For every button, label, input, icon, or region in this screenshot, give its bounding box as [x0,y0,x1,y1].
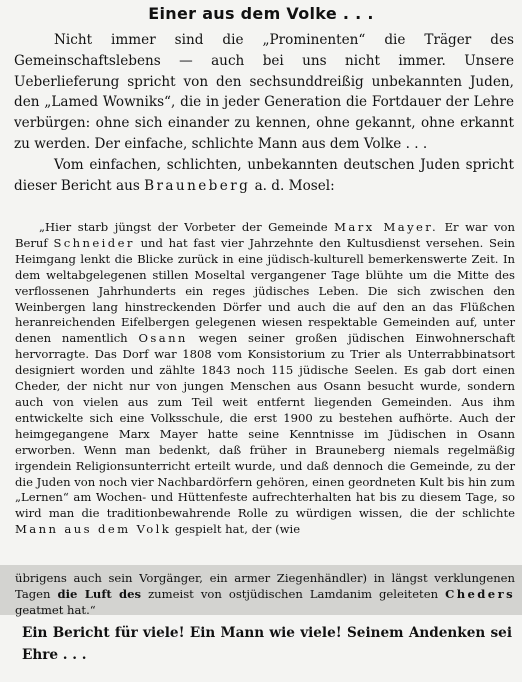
lead-section [14,30,514,196]
lead-2-tail: a. d. Mosel: [254,177,335,194]
place-name-osann: Osann [138,331,188,346]
band-emphasis-cheders: Cheders [445,587,516,601]
article-headline: Einer aus dem Volke . . . [148,4,374,23]
quote-text-4: wegen seiner großen jüdischen Einwohnerschaft hervorragte. Das Dorf war 1808 vom Konsistorium zu Trier als Unterrabbinatsort designiert worden und zählte 1843 noch 115 jüdische Seelen. Es gab dort einen Cheder, der nicht nur von jungen Menschen aus Osann besucht wurde, sondern auch von vielen aus zum Teil weit entfernt liegenden Gemeinden. Aus ihm entwickelte sich eine Volksschule, die erst 1900 zu bestehen aufhörte. Auch der heimgegangene Marx Mayer hatte seine Kenntnisse im Jüdischen in Osann erworben. Wenn man bedenkt, daß früher in Brauneberg niemals regelmäßig irgendein Religionsunterricht erteilt wurde, und daß dennoch die Gemeinde, zu der die Juden von noch vier Nachbardörfern gehören, einen geordneten Kult bis hin zum „Lernen“ am Wochen- und Hüttenfeste aufrechterhalten hat bis zu diesem Tage, so wird man die traditionbewahrende Rolle zu würdigen wissen, die der schlichte [15,331,516,521]
person-name-marx-mayer: Marx Mayer. [334,220,439,234]
quoted-report [15,220,515,538]
band-text-2: zumeist von ostjüdischen Lamdanim geleiteten [148,587,439,601]
quote-text-1: „Hier starb jüngst der Vorbeter der Gemeinde [39,220,328,234]
quote-text-2: Er war von Beruf [15,220,515,250]
lead-2-text: Vom einfachen, schlichten, unbekannten deutschen Juden spricht dieser Bericht aus [14,156,514,194]
quote-text-5: gespielt hat, der (wie [174,522,301,537]
occupation-schneider: Schneider [53,235,135,250]
closing-line: Ein Bericht für viele! Ein Mann wie viele! Seinem Andenken sei Ehre . . . [22,625,512,663]
lead-paragraph-1: Nicht immer sind die „Prominenten“ die Träger des Gemeinschaftslebens — auch bei uns nicht immer. Unsere Ueberlieferung spricht von den sechsunddreißig unbekannten Juden, den „Lamed Wowniks“, die in jeder Generation die Fortdauer der Lehre verbürgen: ohne sich einander zu kennen, ohne gekannt, ohne erkannt zu werden. Der einfache, schlichte Mann aus dem Volke . . . [14,32,514,152]
band-emphasis-luft: die Luft des [57,587,142,601]
lead-paragraph-2 [14,155,514,197]
place-name-brauneberg: Brauneberg [144,177,251,194]
quote-paragraph [15,220,515,538]
quote-continuation [15,570,515,618]
quote-text-3: und hat fast vier Jahrzehnte den Kultusdienst versehen. Sein Heimgang lenkt die Blicke zurück in eine jüdisch-kulturell bemerkenswerte Zeit. In dem weltabgelegenen stillen Moseltal vergangener Tage blühte um die Mitte des verflossenen Jahrhunderts ein reges jüdisches Leben. Die sich zwischen den Weinbergen lang hinstreckenden Dörfer und auch die auf den an das Flüßchen heranreichenden Eifelbergen gelegenen wiesen respektable Gemeinden auf, unter denen namentlich [15,235,516,346]
band-text-1: übrigens auch sein Vorgänger, ein armer Ziegenhändler) in längst verklungenen Tagen [15,571,515,601]
band-text-3: geatmet hat.“ [15,603,96,617]
emphasis-mann-aus-dem-volk: Mann aus dem Volk [15,522,172,537]
